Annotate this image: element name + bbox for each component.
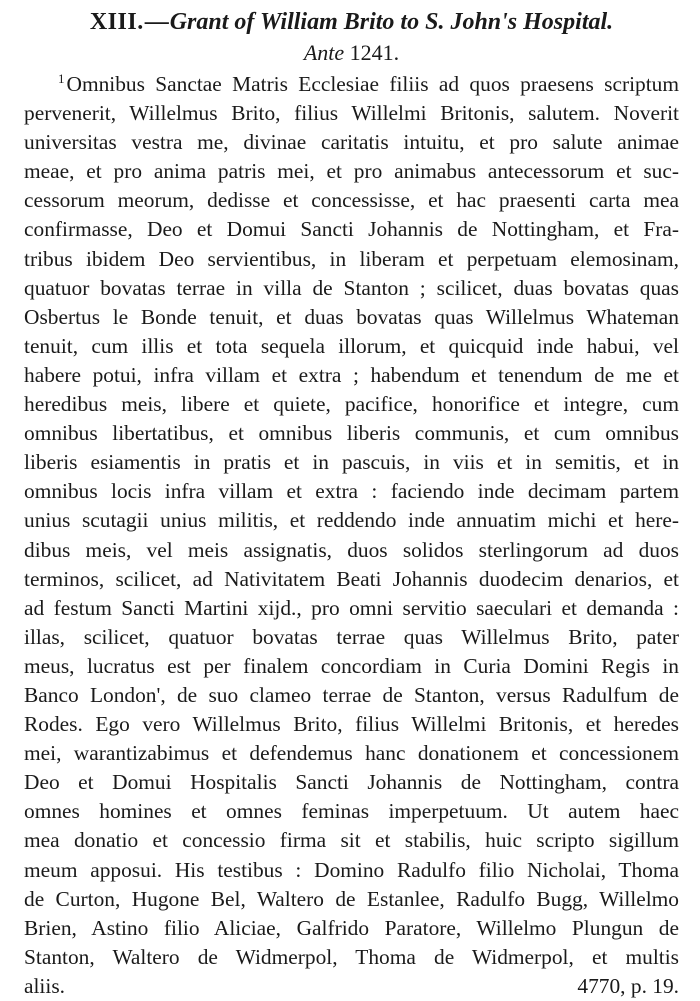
text-line: omnes homines et omnes feminas imperpetuum. Ut autem haec (24, 799, 679, 824)
document-page (24, 6, 679, 1001)
date-prefix: Ante (303, 40, 345, 65)
document-date (24, 38, 679, 68)
heading-number: XIII. (89, 9, 144, 35)
text-line-content: Omnibus Sanctae Matris Ecclesiae filiis ad quos praesens scriptum (66, 72, 679, 96)
text-line: Brien, Astino filio Aliciae, Galfrido Paratore, Willelmo Plungun de (24, 915, 679, 940)
text-line: cessorum meorum, dedisse et concessisse, et hac praesenti carta mea (24, 188, 679, 213)
heading-title: Grant of William Brito to S. John's Hospital. (169, 9, 614, 35)
text-line: pervenerit, Willelmus Brito, filius Willelmi Britonis, salutem. Noverit (24, 101, 679, 126)
text-line: dibus meis, vel meis assignatis, duos solidos sterlingorum ad duos (24, 537, 679, 562)
text-line: omnibus locis infra villam et extra : faciendo inde decimam partem (24, 479, 679, 504)
footnote-marker: 1 (58, 70, 65, 86)
text-line: mei, warantizabimus et defendemus hanc donationem et concessionem (24, 741, 679, 766)
text-line: ad festum Sancti Martini xijd., pro omni servitio saeculari et demanda : (24, 595, 679, 620)
text-line: meum apposui. His testibus : Domino Radulfo filio Nicholai, Thoma (24, 857, 679, 882)
text-line: Stanton, Waltero de Widmerpol, Thoma de Widmerpol, et multis (24, 944, 679, 969)
text-line: heredibus meis, libere et quiete, pacifice, honorifice et integre, cum (24, 392, 679, 417)
heading-dash: — (144, 9, 169, 35)
text-line: illas, scilicet, quatuor bovatas terrae quas Willelmus Brito, pater (24, 624, 679, 649)
archive-reference: 4770, p. 19. (577, 973, 679, 998)
text-line: mea donatio et concessio firma sit et stabilis, huic scripto sigillum (24, 828, 679, 853)
text-line: terminos, scilicet, ad Nativitatem Beati Johannis duodecim denarios, et (24, 566, 679, 591)
text-line: Rodes. Ego vero Willelmus Brito, filius Willelmi Britonis, et heredes (24, 712, 679, 737)
text-line: Banco London', de suo clameo terrae de Stanton, versus Radulfum de (24, 682, 679, 707)
text-line: liberis esiamentis in pratis et in pascuis, in viis et in semitis, et in (24, 450, 679, 475)
text-line: quatuor bovatas terrae in villa de Stanton ; scilicet, duas bovatas quas (24, 275, 679, 300)
text-line: omnibus libertatibus, et omnibus liberis communis, et cum omnibus (24, 421, 679, 446)
text-line: tenuit, cum illis et tota sequela illorum, et quicquid inde habui, vel (24, 333, 679, 358)
text-line: Osbertus le Bonde tenuit, et duas bovatas quas Willelmus Whateman (24, 304, 679, 329)
charter-text (24, 70, 679, 1001)
final-line (24, 972, 679, 1001)
text-line: confirmasse, Deo et Domui Sancti Johannis de Nottingham, et Fra- (24, 217, 679, 242)
text-line: meae, et pro anima patris mei, et pro animabus antecessorum et suc- (24, 159, 679, 184)
text-line: habere potui, infra villam et extra ; habendum et tenendum de me et (24, 362, 679, 387)
text-line: tribus ibidem Deo servientibus, in liberam et perpetuam elemosinam, (24, 246, 679, 271)
text-line: meus, lucratus est per finalem concordiam in Curia Domini Regis in (24, 653, 679, 678)
text-line: universitas vestra me, divinae caritatis intuitu, et pro salute animae (24, 130, 679, 155)
date-year: 1241. (349, 40, 400, 65)
text-line: Deo et Domui Hospitalis Sancti Johannis de Nottingham, contra (24, 770, 679, 795)
text-line: unius scutagii unius militis, et reddendo inde annuatim michi et here- (24, 508, 679, 533)
document-heading (24, 6, 679, 38)
text-line (24, 70, 679, 99)
final-line-text: aliis. (24, 973, 65, 998)
text-line: de Curton, Hugone Bel, Waltero de Estanlee, Radulfo Bugg, Willelmo (24, 886, 679, 911)
